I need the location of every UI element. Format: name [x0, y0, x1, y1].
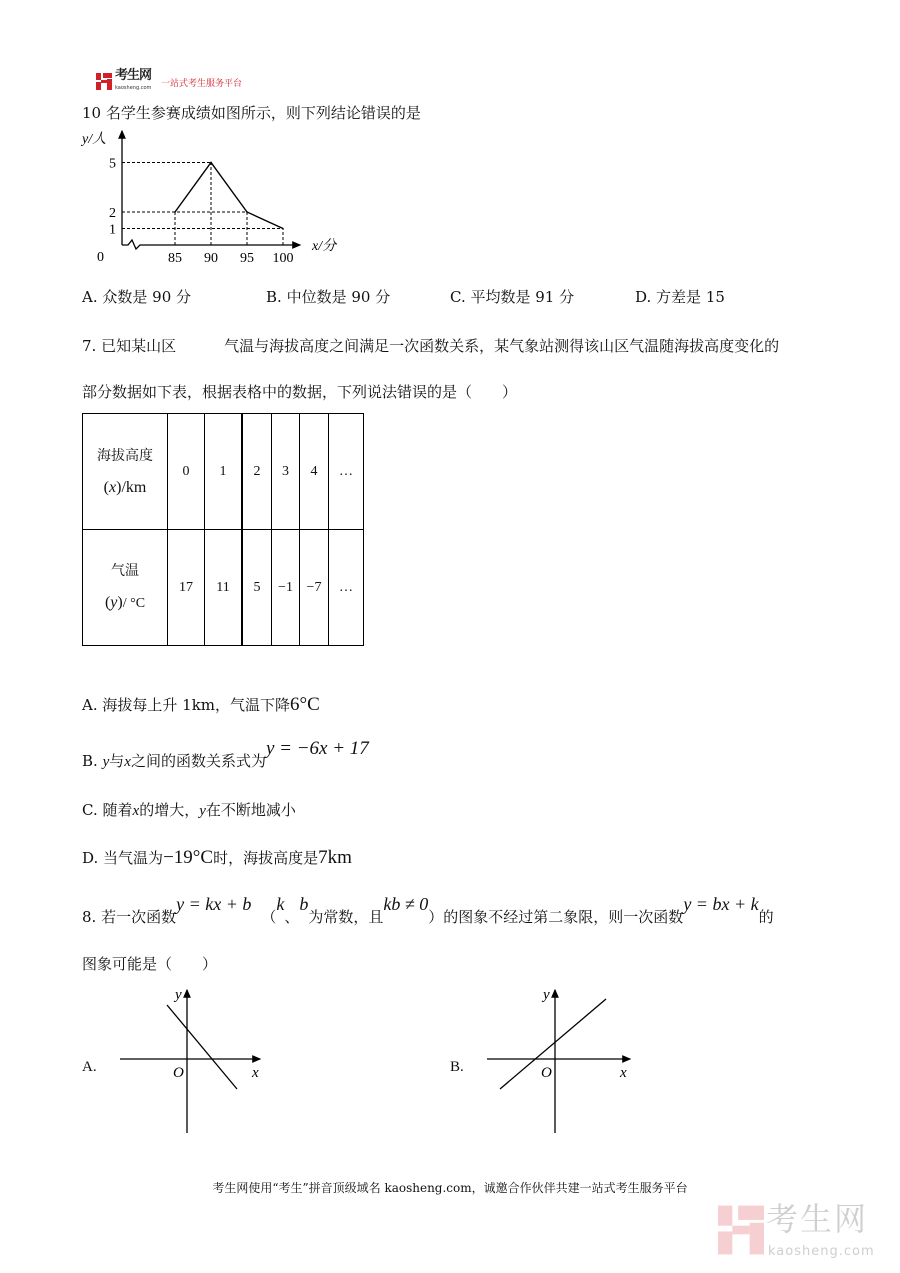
option-text: 海拔每上升 1km，气温下降	[102, 696, 291, 714]
table-cell: 17	[168, 530, 205, 646]
option-text: 在不断地减小	[205, 801, 296, 819]
header-label: 海拔高度	[97, 447, 153, 464]
logo-domain: kaosheng.com	[115, 85, 152, 91]
y-tick-label: 5	[109, 156, 116, 172]
q7-stem-part-b: 气温与海拔高度之间满足一次函数关系，某气象站测得该山区气温随海拔高度变化的	[224, 337, 780, 355]
y-axis-label: y/人	[82, 132, 107, 147]
table-cell: −1	[272, 530, 300, 646]
q8-stem-text: 的	[758, 908, 774, 926]
row-header-altitude	[83, 414, 168, 530]
table-cell: 1	[205, 414, 243, 530]
header-var: (x)/km	[103, 478, 147, 496]
altitude-temperature-table	[82, 413, 364, 646]
q6-option-a[interactable]	[82, 287, 191, 307]
option-label: C.	[450, 288, 466, 306]
q8-math: y = bx + k	[683, 894, 759, 914]
q6-stem: 10 名学生参赛成绩如图所示，则下列结论错误的是	[82, 104, 421, 122]
function-line	[500, 999, 606, 1089]
option-text: 众数是 90 分	[102, 288, 192, 306]
watermark-domain: kaosheng.com	[768, 1244, 875, 1259]
table-cell: 3	[272, 414, 300, 530]
data-point	[174, 211, 176, 213]
logo-text: 考生网	[115, 68, 152, 83]
option-math: 7km	[318, 847, 352, 868]
option-text: 平均数是 91 分	[470, 288, 575, 306]
q8-stem-line1	[82, 894, 774, 927]
row-header-temperature	[83, 530, 168, 646]
table-cell: 5	[242, 530, 272, 646]
table-cell: −7	[300, 530, 329, 646]
q8-math: b	[299, 894, 309, 914]
q8-stem-text: 为常数，且	[308, 908, 384, 926]
q8-stem-text: （	[261, 908, 277, 926]
var-y: y	[102, 754, 110, 770]
x-axis-label: x/分	[312, 239, 337, 254]
x-tick-label: 100	[272, 251, 294, 266]
q8-stem-line2: 图象可能是（ ）	[82, 955, 218, 973]
q6-option-c[interactable]	[450, 287, 574, 307]
option-label: B.	[266, 288, 282, 306]
option-text: 当气温为	[103, 849, 164, 867]
q8-math: y = kx + b	[176, 894, 252, 914]
option-label: D.	[82, 849, 99, 867]
table-cell: 0	[168, 414, 205, 530]
question-number: 8.	[82, 908, 97, 926]
option-text: 之间的函数关系式为	[130, 752, 266, 770]
q8-graph-b[interactable]	[485, 985, 635, 1135]
option-label: A.	[82, 696, 98, 714]
q6-option-d[interactable]	[635, 287, 725, 307]
logo-slogan: 一站式考生服务平台	[161, 79, 243, 89]
q7-option-d[interactable]	[82, 848, 352, 868]
q7-option-a[interactable]	[82, 695, 320, 715]
y-axis-label: y	[543, 987, 550, 1003]
var-x: x	[132, 803, 140, 819]
option-label: B.	[82, 752, 98, 770]
option-text: 的增大，	[139, 801, 200, 819]
origin-label: O	[541, 1065, 552, 1081]
question-number: 7.	[82, 337, 97, 355]
kaosheng-logo-icon	[96, 73, 112, 90]
option-text: 时，海拔高度是	[213, 849, 319, 867]
option-math: 6°C	[290, 694, 320, 715]
q8-graph-a[interactable]	[115, 985, 265, 1135]
table-cell: …	[329, 530, 364, 646]
q8-math: k	[276, 894, 285, 914]
x-axis-label: x	[252, 1065, 259, 1081]
x-tick-label: 90	[204, 251, 218, 266]
table-row-altitude	[83, 414, 364, 530]
var-y: y	[199, 803, 206, 819]
var-x: x	[124, 754, 131, 770]
q8-option-b-label[interactable]: B.	[450, 1059, 464, 1075]
watermark-logo-icon	[718, 1205, 764, 1255]
y-axis-label: y	[175, 987, 182, 1003]
option-math: y = −6x + 17	[265, 738, 369, 759]
data-line	[175, 163, 283, 229]
table-cell: …	[329, 414, 364, 530]
x-axis-label: x	[620, 1065, 627, 1081]
header-label: 气温	[111, 563, 139, 579]
y-tick-label: 1	[109, 222, 116, 238]
header-var: (y)/ °C	[104, 594, 146, 611]
y-tick-label: 2	[109, 206, 116, 221]
option-text: 与	[109, 752, 125, 770]
q7-stem-line1	[82, 336, 779, 356]
data-point	[246, 211, 248, 213]
q7-option-b[interactable]	[82, 738, 369, 772]
origin-label: 0	[97, 250, 104, 265]
x-tick-label: 95	[240, 251, 254, 266]
q7-stem-part-a: 已知某山区	[101, 337, 177, 355]
q7-option-c[interactable]	[82, 800, 296, 821]
option-label: A.	[82, 288, 98, 306]
page-footer: 考生网使用“考生”拼音顶级域名 kaosheng.com，诚邀合作伙伴共建一站式考生服务平台	[212, 1181, 688, 1195]
option-label: D.	[635, 288, 652, 306]
data-point	[210, 162, 212, 164]
table-cell: 4	[300, 414, 329, 530]
q8-stem-text: 若一次函数	[101, 908, 177, 926]
origin-label: O	[173, 1065, 184, 1081]
data-point	[282, 228, 284, 230]
table-cell: 2	[242, 414, 272, 530]
q7-stem-line2: 部分数据如下表，根据表格中的数据，下列说法错误的是（ ）	[82, 383, 518, 401]
option-text: 中位数是 90 分	[286, 288, 391, 306]
q8-option-a-label[interactable]: A.	[82, 1059, 97, 1075]
option-math: −19°C	[163, 847, 214, 868]
option-text: 随着	[102, 801, 133, 819]
x-tick-label: 85	[168, 251, 182, 266]
q6-option-b[interactable]	[266, 287, 390, 307]
table-cell: 11	[205, 530, 243, 646]
score-line-chart	[80, 127, 350, 272]
q8-math: kb ≠ 0	[383, 894, 429, 914]
option-label: C.	[82, 801, 98, 819]
q8-stem-text: 、	[284, 908, 300, 926]
table-row-temperature	[83, 530, 364, 646]
watermark-text: 考生网	[766, 1200, 869, 1238]
q8-stem-text: ）的图象不经过第二象限，则一次函数	[428, 908, 684, 926]
option-text: 方差是 15	[656, 288, 725, 306]
